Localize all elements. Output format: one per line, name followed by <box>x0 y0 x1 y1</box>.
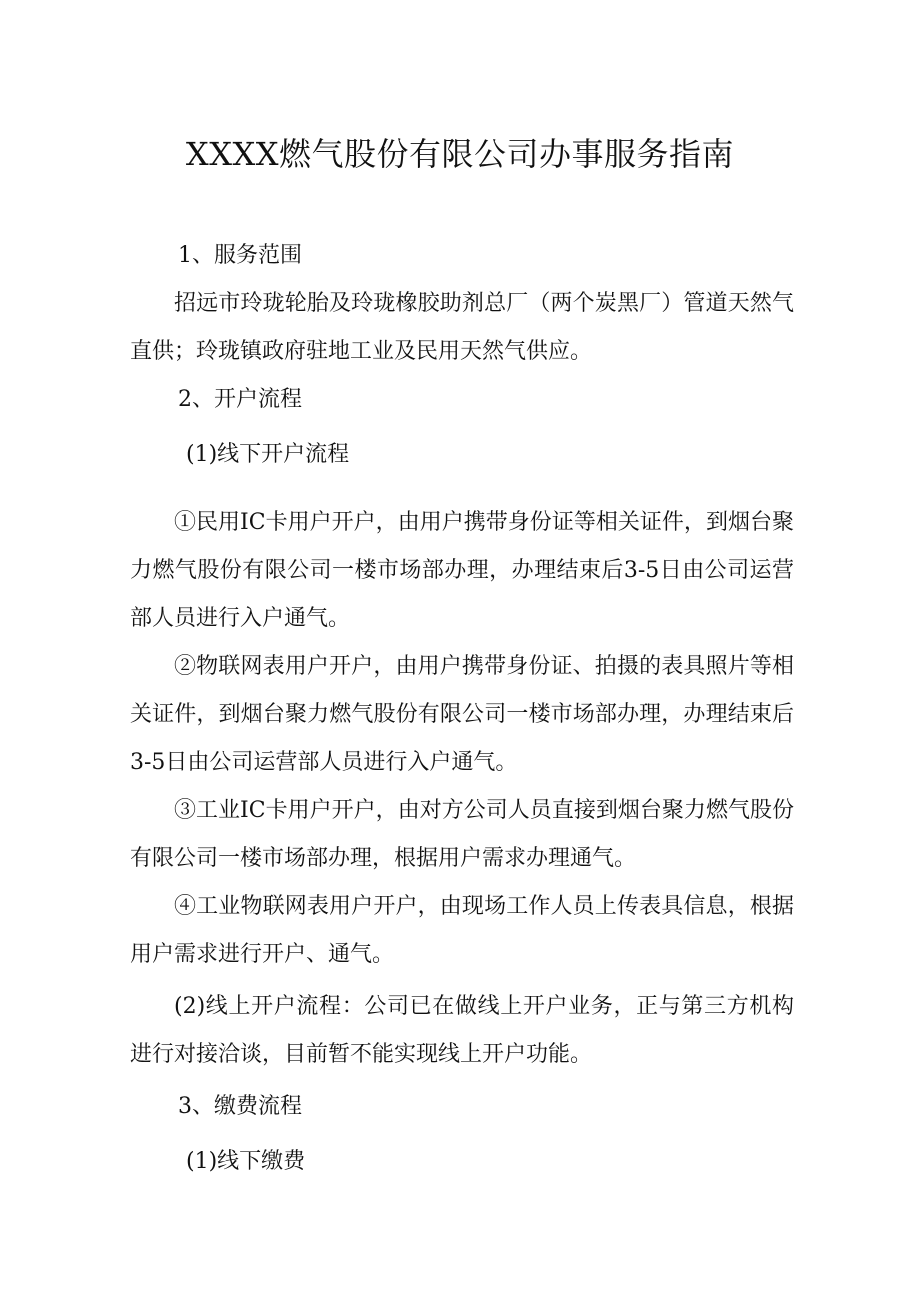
paragraph-online-account-opening: (2)线上开户流程：公司已在做线上开户业务，正与第三方机构进行对接洽谈，目前暂不能实现线上开户功能。 <box>130 994 794 1067</box>
section-heading-account-opening: 2、开户流程 <box>178 387 302 412</box>
paragraph-service-scope: 招远市玲珑轮胎及玲珑橡胶助剂总厂（两个炭黑厂）管道天然气直供；玲珑镇政府驻地工业及民用天然气供应。 <box>130 291 794 364</box>
paragraph-iot-meter: ②物联网表用户开户，由用户携带身份证、拍摄的表具照片等相关证件，到烟台聚力燃气股份有限公司一楼市场部办理，办理结束后3-5日由公司运营部人员进行入户通气。 <box>130 654 794 775</box>
document-title: XXXX燃气股份有限公司办事服务指南 <box>185 135 735 173</box>
section-heading-payment: 3、缴费流程 <box>178 1094 302 1119</box>
subheading-offline-account-opening: (1)线下开户流程 <box>186 442 350 467</box>
paragraph-industrial-iot-meter: ④工业物联网表用户开户，由现场工作人员上传表具信息，根据用户需求进行开户、通气。 <box>130 894 794 967</box>
section-heading-service-scope: 1、服务范围 <box>178 243 302 268</box>
paragraph-civil-ic-card: ①民用IC卡用户开户，由用户携带身份证等相关证件，到烟台聚力燃气股份有限公司一楼市场部办理，办理结束后3-5日由公司运营部人员进行入户通气。 <box>130 510 794 631</box>
subheading-offline-payment: (1)线下缴费 <box>186 1149 306 1174</box>
paragraph-industrial-ic-card: ③工业IC卡用户开户，由对方公司人员直接到烟台聚力燃气股份有限公司一楼市场部办理，根据用户需求办理通气。 <box>130 798 794 871</box>
